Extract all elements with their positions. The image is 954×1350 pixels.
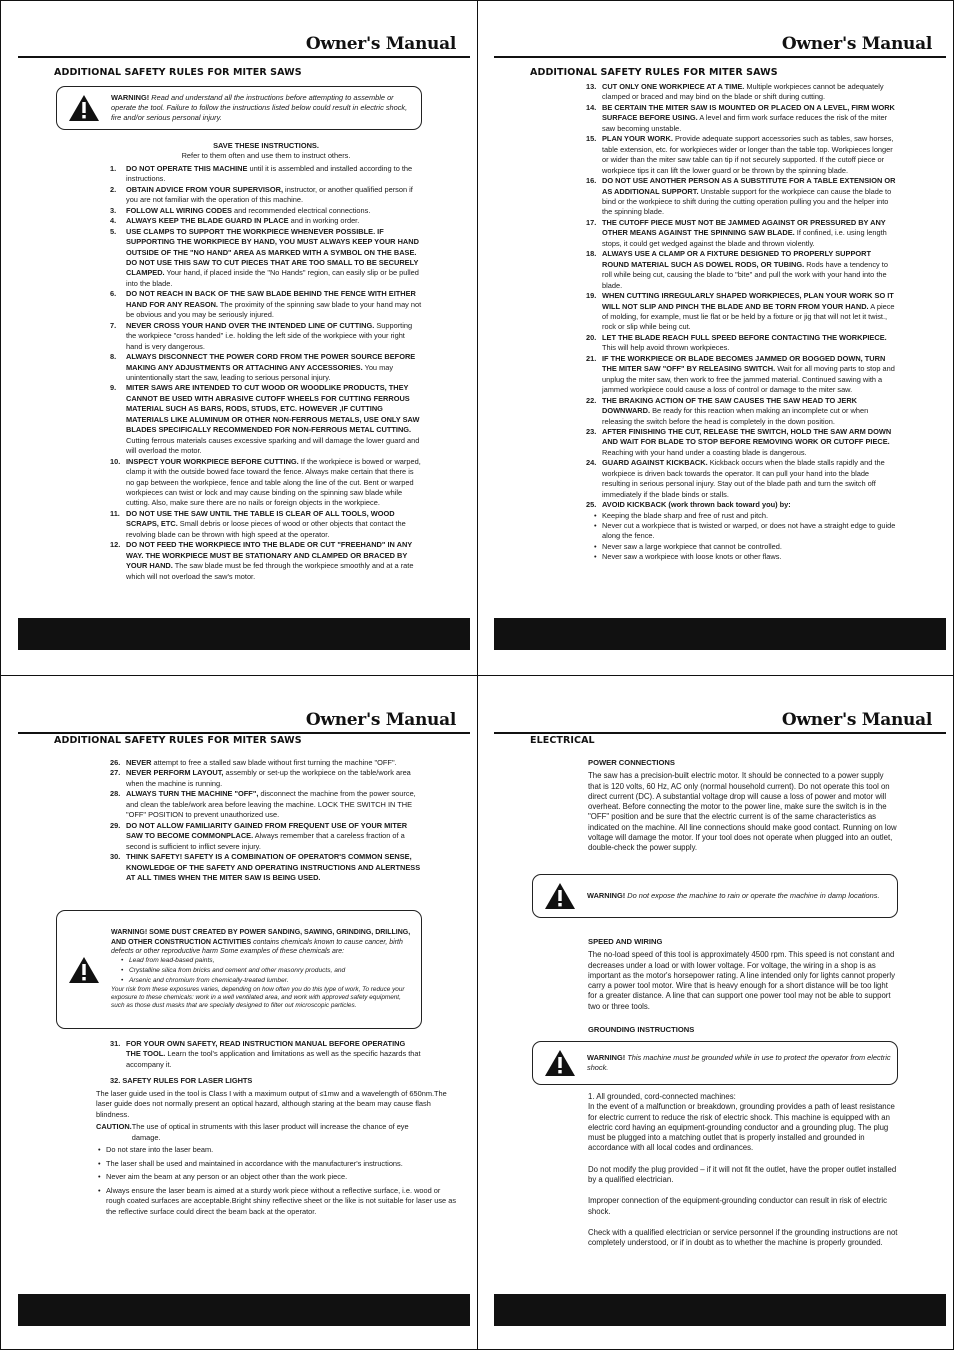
save-sub: Refer to them often and use them to instruct others.	[181, 151, 351, 161]
warning-text: Read and understand all the instructions before attempting to assemble or operate the tool. Failure to follow the instructions listed below could result in electric shock, fire and/or serious personal injury.	[111, 93, 408, 122]
rule-text: disconnect the machine from the power source, and clean the table/work area before leaving the machine. LOCK THE SWITCH IN THE "OFF" POSITION to prevent unauthorized use.	[126, 789, 416, 820]
rule-heading: PLAN YOUR WORK.	[602, 134, 673, 144]
rule-number: 6.	[110, 289, 117, 299]
rule-item	[110, 789, 422, 820]
page-3	[14, 684, 474, 1344]
rule-number: 5.	[110, 226, 117, 236]
rule-item	[110, 185, 422, 206]
rule-item	[110, 206, 422, 216]
bullet-item: • Never aim the beam at any person or an object other than the work piece.	[96, 1172, 456, 1182]
rule-text: assembly or set-up the workpiece on the table/work area when the machine is running.	[126, 768, 411, 788]
bullet-item: • Lead from lead-based paints,	[119, 956, 415, 966]
grounding-text: In the event of a malfunction or breakdown, grounding provides a path of least resistance for electric current to reduce the risk of electric shock. This machine is equipped with an electric cord having an equipment-grounding conductor and a grounding plug. The plug must be plugged into a matching outlet that is properly installed and grounded in accordance with all local codes and ordinances.	[588, 1102, 895, 1153]
rule-number: 19.	[586, 291, 597, 301]
caution-note: CAUTION. The use of optical in struments with this laser product will increase the chance of eye damage.	[96, 1122, 409, 1142]
rule-heading: INSPECT YOUR WORKPIECE BEFORE CUTTING.	[126, 456, 299, 466]
rule-heading: USE CLAMPS TO SUPPORT THE WORKPIECE WHENEVER POSSIBLE. IF SUPPORTING THE WORKPIECE BY HAND, YOU MUST ALWAYS KEEP YOUR HAND OUTSIDE OF THE "NO HAND" AREA AS MARKED WITH A SYMBOL ON THE BASE. DO NOT USE THIS SAW TO CUT PIECES THAT ARE TOO SMALL TO BE SECURELY CLAMPED.	[126, 226, 419, 278]
rule-item	[110, 457, 422, 509]
rule-heading: DO NOT OPERATE THIS MACHINE	[126, 163, 248, 173]
rule-number: 22.	[586, 395, 597, 405]
section-title: ADDITIONAL SAFETY RULES FOR MITER SAWS	[54, 67, 302, 78]
rule-item	[110, 321, 422, 352]
rule-number: 1.	[110, 163, 117, 173]
bullet-item: • Always ensure the laser beam is aimed at a sturdy work piece without a reflective surface, i.e. wood or rough coated surfaces are acceptable.Bright shiny reflective sheet or the like is not suitable for laser use as the reflective surface could direct the beam back at the operator.	[96, 1186, 456, 1217]
bullet-item: • Crystalline silica from bricks and cement and other masonry products, and	[119, 966, 415, 976]
rules-list	[586, 82, 898, 563]
rule-number: 24.	[586, 458, 597, 468]
rule-number: 2.	[110, 184, 117, 194]
rule-heading: FOLLOW ALL WIRING CODES	[126, 205, 232, 215]
rule-text: The proximity of the spinning saw blade to your hand may not be obvious and you may be seriously injured.	[126, 299, 422, 320]
grounding-instructions	[588, 1092, 898, 1249]
rule-number: 23.	[586, 426, 597, 436]
rule-text: Wait for all moving parts to stop and unplug the miter saw, then work to free the jammed material. Continued sawing with a jammed workpiece could cause a loss of control or damage to the miter saw.	[602, 364, 895, 395]
rule-item	[586, 176, 898, 218]
speed-heading: SPEED AND WIRING	[588, 937, 663, 946]
rule-heading: ALWAYS KEEP THE BLADE GUARD IN PLACE	[126, 216, 289, 226]
rule-item	[586, 218, 898, 249]
bullet-item: • Never saw a workpiece with loose knots or other flaws.	[592, 552, 898, 562]
rule-item	[586, 333, 898, 354]
dust-warning-head: WARNING! SOME DUST CREATED BY POWER SANDING, SAWING, GRINDING, DRILLING, AND OTHER CONSTRUCTION ACTIVITIES	[111, 929, 411, 946]
rule-item	[586, 249, 898, 291]
rule-heading: OBTAIN ADVICE FROM YOUR SUPERVISOR,	[126, 184, 283, 194]
rule-heading: ALWAYS USE A CLAMP OR A FIXTURE DESIGNED TO PROPERLY SUPPORT ROUND MATERIAL SUCH AS DOWEL RODS, OR TUBING.	[602, 249, 871, 269]
rule-number: 26.	[110, 758, 121, 767]
page-2	[490, 8, 950, 668]
rule-heading: IF THE WORKPIECE OR BLADE BECOMES JAMMED OR BOGGED DOWN, TURN THE MITER SAW "OFF" BY RELEASING SWITCH.	[602, 353, 886, 374]
rule-text: Kickback occurs when the blade stalls rapidly and the workpiece is driven back towards the operator. It can pull your hand into the blade resulting in serious personal injury. Stay out of the blade path and turn the switch off immediately if the blade binds or stalls.	[602, 458, 885, 499]
rule-heading: NEVER PERFORM LAYOUT,	[126, 768, 224, 778]
ground-warning-box: WARNING! This machine must be grounded while in use to protect the operator from electric shock.	[532, 1041, 898, 1085]
rule-heading: THE CUTOFF PIECE MUST NOT BE JAMMED AGAINST OR PRESSURED BY ANY OTHER MEANS AGAINST THE SPINNING SAW BLADE.	[602, 217, 886, 238]
warning-triangle-icon	[533, 882, 587, 910]
footer-bar	[494, 1294, 946, 1326]
rule-item	[110, 289, 422, 320]
manual-title: Owner's Manual	[781, 34, 932, 54]
rule-heading: GUARD AGAINST KICKBACK.	[602, 458, 708, 468]
rule-text: and in working order.	[288, 216, 360, 226]
rule-heading: LET THE BLADE REACH FULL SPEED BEFORE CONTACTING THE WORKPIECE.	[602, 332, 887, 342]
rule-item	[110, 852, 422, 883]
rule-item	[110, 383, 422, 456]
dust-warning-tail: contains chemicals known to cause cancer, birth defects or other reproductive harm Some examples of these chemicals are:	[111, 938, 403, 955]
rule-number: 30.	[110, 852, 121, 862]
rule-heading: AVOID KICKBACK (work thrown back toward you) by:	[602, 500, 791, 510]
rule-number: 11.	[110, 508, 120, 518]
rule-number: 27.	[110, 768, 121, 778]
rule-text: The saw blade must be fed through the workpiece smoothly and at a rate which will not overload the saw's motor.	[126, 561, 414, 581]
rule-number: 20.	[586, 332, 597, 342]
rule-text: Always remember that a careless fraction of a second is sufficient to inflict severe injury.	[126, 831, 405, 851]
warning-label: WARNING!	[111, 93, 150, 102]
rule-text: A level and firm work surface reduces the risk of the miter saw becoming unstable.	[602, 113, 888, 133]
rule-item	[110, 509, 422, 540]
section-title: ELECTRICAL	[530, 735, 595, 746]
rule-text: Your hand, if placed inside the "No Hands" region, can easily slip or be pulled into the blade.	[126, 268, 419, 288]
speed-wiring	[588, 937, 898, 1012]
manual-title: Owner's Manual	[305, 34, 456, 54]
rule-heading: DO NOT ALLOW FAMILIARITY GAINED FROM FREQUENT USE OF YOUR MITER SAW TO BECOME COMMONPLACE.	[126, 820, 408, 841]
rule-text: This will help avoid thrown workpieces.	[602, 343, 730, 353]
rule-item	[586, 291, 898, 333]
rule-heading: AFTER FINISHING THE CUT, RELEASE THE SWITCH, HOLD THE SAW ARM DOWN AND WAIT FOR BLADE TO STOP BEFORE REMOVING WORK OR CUTOFF PIECE.	[602, 426, 892, 447]
rule-item	[110, 164, 422, 185]
rule-text: Rods have a tendency to roll while being cut, causing the blade to "bite" and pull the work with your hand into the blade.	[602, 259, 888, 290]
page-1	[14, 8, 474, 668]
bullet-item: • Do not stare into the laser beam.	[96, 1145, 456, 1155]
warning-box	[56, 86, 422, 130]
warning-triangle-icon	[533, 1049, 587, 1077]
rule-text: Multiple workpieces cannot be adequately clamped or braced and may bind on the blade or shift during cutting.	[602, 82, 884, 102]
laser-bullets	[96, 1145, 456, 1217]
laser-section	[96, 1089, 456, 1220]
rule-heading: DO NOT REACH IN BACK OF THE SAW BLADE BEHIND THE FENCE WITH EITHER HAND FOR ANY REASON.	[126, 289, 416, 309]
bullet-item: • Arsenic and chromium from chemically-treated lumber.	[119, 976, 415, 986]
rule-item	[586, 458, 898, 500]
bullet-item: • Never saw a large workpiece that cannot be controlled.	[592, 542, 898, 552]
improper-connection-note: Improper connection of the equipment-grounding conductor can result in risk of electric shock.	[588, 1196, 888, 1216]
rule-number: 14.	[586, 102, 597, 112]
rule-number: 28.	[110, 789, 121, 799]
rule-number: 17.	[586, 217, 597, 227]
rule-text: Provide adequate support accessories such as tables, saw horses, table extension, etc. for workpieces wider or longer than the table top. Workpieces longer or wider than the miter saw table can tip if not securely supported. If the cutoff piece or workpiece tips it can lift the lower guard or be thrown by the spinning blade.	[602, 134, 894, 175]
section-title: ADDITIONAL SAFETY RULES FOR MITER SAWS	[54, 735, 302, 746]
rule-heading: ALWAYS DISCONNECT THE POWER CORD FROM THE POWER SOURCE BEFORE MAKING ANY ADJUSTMENTS OR ATTACHING ANY ACCESSORIES.	[126, 352, 416, 372]
rule-heading: MITER SAWS ARE INTENDED TO CUT WOOD OR WOODLIKE PRODUCTS, THEY CANNOT BE USED WITH ABRASIVE CUTOFF WHEELS FOR CUTTING FERROUS MATERIAL SUCH AS BARS, RODS, STUDS, ETC. HOWEVER ,IF CUTTING MATERIALS LIKE ALUMINUM OR OTHER NON-FERROUS METALS, USE ONLY SAW BLADES SPECIFICALLY RECOMMENDED FOR NON-FERROUS METAL CUTTING.	[126, 383, 420, 435]
rule-number: 10.	[110, 456, 121, 466]
rule-item	[110, 540, 422, 582]
grounding-item-1: 1. All grounded, cord-connected machines:	[588, 1092, 736, 1101]
rule-heading: DO NOT FEED THE WORKPIECE INTO THE BLADE OR CUT "FREEHAND" IN ANY WAY. THE WORKPIECE MUST BE STATIONARY AND CLAMPED OR BRACED BY YOUR HAND.	[126, 540, 413, 571]
rule-text: Reaching with your hand under a coasting blade is dangerous.	[602, 447, 807, 457]
kickback-bullets	[586, 511, 898, 563]
rule-item	[586, 134, 898, 176]
rule-number: 29.	[110, 820, 121, 830]
rule-number: 18.	[586, 249, 597, 259]
rule-text: Small debris or loose pieces of wood or other objects that contact the revolving blade can be thrown with high speed at the operator.	[126, 519, 406, 539]
header-rule	[18, 732, 470, 734]
rule-item	[586, 427, 898, 458]
rule-number: 7.	[110, 320, 117, 330]
numbered-list	[110, 164, 422, 582]
grounding-heading: GROUNDING INSTRUCTIONS	[588, 1025, 695, 1034]
header-rule	[494, 732, 946, 734]
section-title: ADDITIONAL SAFETY RULES FOR MITER SAWS	[530, 67, 778, 78]
rule-heading: BE CERTAIN THE MITER SAW IS MOUNTED OR PLACED ON A LEVEL, FIRM WORK SURFACE BEFORE USING.	[602, 102, 895, 123]
bullet-item: • Never cut a workpiece that is twisted or warped, or does not have a straight edge to guide along the fence.	[592, 521, 898, 542]
rules-list	[110, 141, 422, 582]
rule-number: 21.	[586, 353, 597, 363]
rule-text: Supporting the workpiece "cross handed" i.e. holding the left side of the workpiece with your right hand is very dangerous.	[126, 320, 413, 351]
rule-item	[586, 500, 898, 510]
rule-item	[110, 768, 422, 789]
rule-heading: THE BRAKING ACTION OF THE SAW CAUSES THE SAW HEAD TO JERK DOWNWARD.	[602, 395, 857, 416]
rule-heading: DO NOT USE ANOTHER PERSON AS A SUBSTITUTE FOR A TABLE EXTENSION OR AS ADDITIONAL SUPPORT.	[602, 176, 896, 196]
rule-heading: ALWAYS TURN THE MACHINE "OFF",	[126, 789, 259, 799]
rule-text: If the workpiece is bowed or warped, clamp it with the outside bowed face toward the fence. Always make certain that there is no gap between the workpiece, fence and table along the line of the cut. Bent or warped workpieces can twist or lock and may cause binding on the spinning saw blade while cutting. Also, make sure there are no nails or foreign objects in the workpiece.	[126, 456, 421, 508]
laser-title: 32. SAFETY RULES FOR LASER LIGHTS	[110, 1076, 253, 1085]
laser-text: The laser guide used in the tool is Class I with a maximum output of ≤1mw and a wavelength of 650nm.The laser guide does not normally present an optical hazard, although staring at the beam may cause flash blindness.	[96, 1089, 447, 1119]
rule-text: If confined, i.e. using length stops, it could get wedged against the blade and thrown violently.	[602, 228, 887, 248]
rule-text: attempt to free a stalled saw blade without first turning the machine "OFF".	[151, 758, 397, 767]
bullet-item: • The laser shall be used and maintained in accordance with the manufacturer's instructions.	[96, 1159, 456, 1169]
footer-bar	[494, 618, 946, 650]
rule-number: 25.	[586, 500, 597, 510]
dust-warning-footer: Your risk from these exposures varies, depending on how often you do this type of work, To reduce your exposure to these chemicals: work in a well ventilated area, and work with approved safety equipment, such as those dust masks that are specially designed to filter out microscopic particles.	[111, 986, 405, 1010]
power-text: The saw has a precision-built electric motor. It should be connected to a power supply that is 120 volts, 60 Hz, AC only (normal household current). Do not operate this tool on direct current (DC). A substantial voltage drop will cause a loss of power and motor will overheat. Before connecting the motor to the power line, make sure the switch is in the "OFF" position and be sure that the electric current is of the same characteristics as indicated on the machine. All line connections should make good contact. Running on low voltage will damage the motor. If your tool does not operate when plugged into an outlet, double-check the power supply.	[588, 771, 897, 853]
rule-text: until it is assembled and installed according to the instructions.	[126, 163, 413, 184]
footer-bar	[18, 1294, 470, 1326]
rule-number: 9.	[110, 383, 117, 393]
rule-text: instructor, or another qualified person if you are not familiar with the operation of this machine.	[126, 184, 413, 205]
electrician-note: Check with a qualified electrician or service personnel if the grounding instructions are not completely understood, or if in doubt as to whether the machine is properly grounded.	[588, 1227, 898, 1248]
rule-item	[110, 758, 422, 768]
rule-number: 8.	[110, 352, 117, 362]
rule-number: 15.	[586, 134, 597, 144]
rule-item	[586, 354, 898, 396]
manual-title: Owner's Manual	[781, 710, 932, 730]
rule-item	[110, 821, 422, 852]
rule-heading: THINK SAFETY! SAFETY IS A COMBINATION OF OPERATOR'S COMMON SENSE, KNOWLEDGE OF THE SAFETY AND OPERATING INSTRUCTIONS AND ALERTNESS AT ALL TIMES WHEN THE MITER SAW IS BEING USED.	[126, 852, 421, 882]
rule-text: and recommended electrical connections.	[231, 205, 371, 215]
rule-heading: WHEN CUTTING IRREGULARLY SHAPED WORKPIECES, PLAN YOUR WORK SO IT WILL NOT SLIP AND PINCH THE BLADE AND BE TORN FROM YOUR HAND.	[602, 291, 894, 311]
rule-heading: CUT ONLY ONE WORKPIECE AT A TIME.	[602, 82, 745, 91]
horizontal-divider	[0, 675, 954, 676]
numbered-list	[586, 82, 898, 511]
item-31: 31. FOR YOUR OWN SAFETY, READ INSTRUCTION MANUAL BEFORE OPERATING THE TOOL. Learn the tool's application and limitations as well as the specific hazards that accompany it.	[110, 1039, 421, 1069]
rule-text: Unstable support for the workpiece can cause the blade to bind or the workpiece to shift during the cutting operation pulling you and the helper into the spinning blade.	[602, 186, 892, 217]
rule-text: A piece of molding, for example, must lie flat or be held by a fixture or jig that will not let it twist., rock or slip while being cut.	[602, 301, 895, 332]
rules-list	[110, 758, 422, 883]
rule-number: 16.	[586, 176, 597, 186]
rule-heading: NEVER	[126, 758, 152, 767]
dust-warning-box	[56, 910, 422, 1029]
rule-text: Cutting ferrous materials causes excessive sparking and will damage the lower guard and will overload the motor.	[126, 435, 420, 456]
rule-heading: DO NOT USE THE SAW UNTIL THE TABLE IS CLEAR OF ALL TOOLS, WOOD SCRAPS, ETC.	[126, 508, 395, 529]
chemical-list	[111, 956, 415, 986]
rule-item	[586, 396, 898, 427]
power-connections	[588, 758, 898, 854]
bullet-item: • Keeping the blade sharp and free of rust and pitch.	[592, 511, 898, 521]
rule-number: 12.	[110, 540, 121, 550]
rule-heading: NEVER CROSS YOUR HAND OVER THE INTENDED LINE OF CUTTING.	[126, 320, 375, 330]
rule-text: You may unintentionally start the saw, leading to serious personal injury.	[126, 362, 394, 382]
manual-title: Owner's Manual	[305, 710, 456, 730]
rule-item	[110, 352, 422, 383]
power-heading: POWER CONNECTIONS	[588, 758, 675, 767]
numbered-list	[110, 758, 422, 883]
rule-number: 13.	[586, 82, 597, 91]
rule-text: Be ready for this reaction when making an incomplete cut or when releasing the switch before the head is completely in the down position.	[602, 406, 869, 426]
warning-triangle-icon	[57, 956, 111, 984]
header-rule	[494, 56, 946, 58]
header-rule	[18, 56, 470, 58]
save-heading: SAVE THESE INSTRUCTIONS.	[213, 141, 319, 150]
page-4	[490, 684, 950, 1344]
rain-warning-box: WARNING! Do not expose the machine to rain or operate the machine in damp locations.	[532, 874, 898, 918]
footer-bar	[18, 618, 470, 650]
rule-number: 4.	[110, 216, 117, 226]
speed-text: The no-load speed of this tool is approximately 4500 rpm. This speed is not constant and decreases under a load or with lower voltage. For voltage, the wiring in a shop is as important as the motor's horsepower rating. A line intended only for lights cannot properly carry a power tool motor. Wire that is heavy enough for a short distance will be too light for a greater distance. A line that can support one power tool may not be able to support two or three tools.	[588, 950, 896, 1011]
rule-item	[110, 216, 422, 226]
rule-number: 3.	[110, 205, 117, 215]
rule-item	[110, 227, 422, 290]
rule-item	[586, 82, 898, 103]
rule-item	[586, 103, 898, 134]
warning-triangle-icon	[57, 94, 111, 122]
plug-note: Do not modify the plug provided – if it will not fit the outlet, have the proper outlet installed by a qualified electrician.	[588, 1164, 897, 1185]
